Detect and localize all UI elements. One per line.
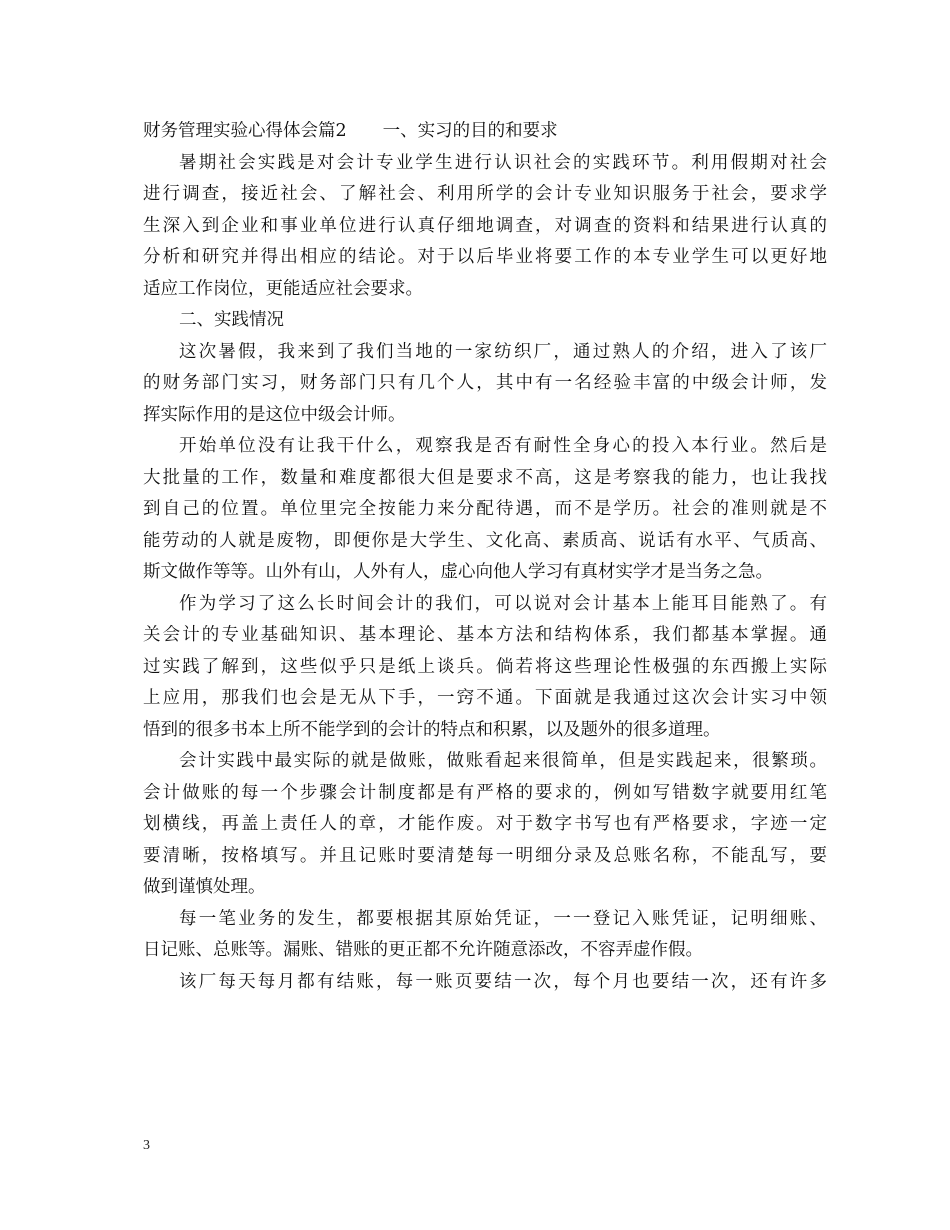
text-line: 能劳动的人就是废物，即便你是大学生、文化高、素质高、说话有水平、气质高、 — [143, 530, 827, 551]
text-line: 关会计的专业基础知识、基本理论、基本方法和结构体系，我们都基本掌握。通 — [143, 625, 827, 645]
text-line: 会计实践中最实际的就是做账，做账看起来很简单，但是实践起来，很繁琐。 — [179, 751, 827, 771]
document-title: 财务管理实验心得体会篇2 — [143, 121, 347, 141]
text-line: 该厂每天每月都有结账，每一账页要结一次，每个月也要结一次，还有许多 — [179, 971, 827, 992]
page-number: 3 — [143, 1138, 150, 1153]
text-line: 暑期社会实践是对会计专业学生进行认识社会的实践环节。利用假期对社会 — [179, 152, 827, 173]
text-line: 日记账、总账等。漏账、错账的更正都不允许随意添改，不容弄虚作假。 — [143, 940, 703, 960]
text-line: 要清晰，按格填写。并且记账时要清楚每一明细分录及总账名称，不能乱写，要 — [143, 845, 827, 866]
paragraph-lines — [143, 148, 827, 999]
text-line: 开始单位没有让我干什么，观察我是否有耐性全身心的投入本行业。然后是 — [179, 436, 827, 456]
text-line: 做到谨慎处理。 — [143, 877, 266, 897]
text-line: 会计做账的每一个步骤会计制度都是有严格的要求的，例如写错数字就要用红笔 — [143, 782, 827, 803]
section-heading-purpose: 一、实习的目的和要求 — [382, 121, 558, 141]
text-line: 进行调查，接近社会、了解社会、利用所学的会计专业知识服务于社会，要求学 — [143, 184, 827, 204]
title-line — [143, 116, 827, 148]
text-line: 适应工作岗位，更能适应社会要求。 — [143, 278, 423, 299]
text-line: 上应用，那我们也会是无从下手，一窍不通。下面就是我通过这次会计实习中领 — [143, 688, 827, 708]
text-line: 生深入到企业和事业单位进行认真仔细地调查，对调查的资料和结果进行认真的 — [143, 215, 827, 236]
text-line: 到自己的位置。单位里完全按能力来分配待遇，而不是学历。社会的准则就是不 — [143, 499, 827, 519]
text-line: 大批量的工作，数量和难度都很大但是要求不高，这是考察我的能力，也让我找 — [143, 467, 827, 488]
text-line: 划横线，再盖上责任人的章，才能作废。对于数字书写也有严格要求，字迹一定 — [143, 814, 827, 834]
text-line: 分析和研究并得出相应的结论。对于以后毕业将要工作的本专业学生可以更好地 — [143, 247, 827, 267]
text-line: 斯文做作等等。山外有山，人外有人，虚心向他人学习有真材实学才是当务之急。 — [143, 562, 773, 582]
text-line: 这次暑假，我来到了我们当地的一家纺织厂，通过熟人的介绍，进入了该厂 — [179, 341, 827, 362]
document-body — [143, 116, 827, 998]
text-line: 二、实践情况 — [179, 310, 284, 330]
text-line: 的财务部门实习，财务部门只有几个人，其中有一名经验丰富的中级会计师，发 — [143, 373, 827, 393]
text-line: 挥实际作用的是这位中级会计师。 — [143, 404, 406, 425]
text-line: 过实践了解到，这些似乎只是纸上谈兵。倘若将这些理论性极强的东西搬上实际 — [143, 656, 827, 677]
text-line: 悟到的很多书本上所不能学到的会计的特点和积累，以及题外的很多道理。 — [143, 719, 721, 740]
text-line: 每一笔业务的发生，都要根据其原始凭证，一一登记入账凭证，记明细账、 — [179, 908, 827, 929]
text-line: 作为学习了这么长时间会计的我们，可以说对会计基本上能耳目能熟了。有 — [179, 593, 827, 614]
